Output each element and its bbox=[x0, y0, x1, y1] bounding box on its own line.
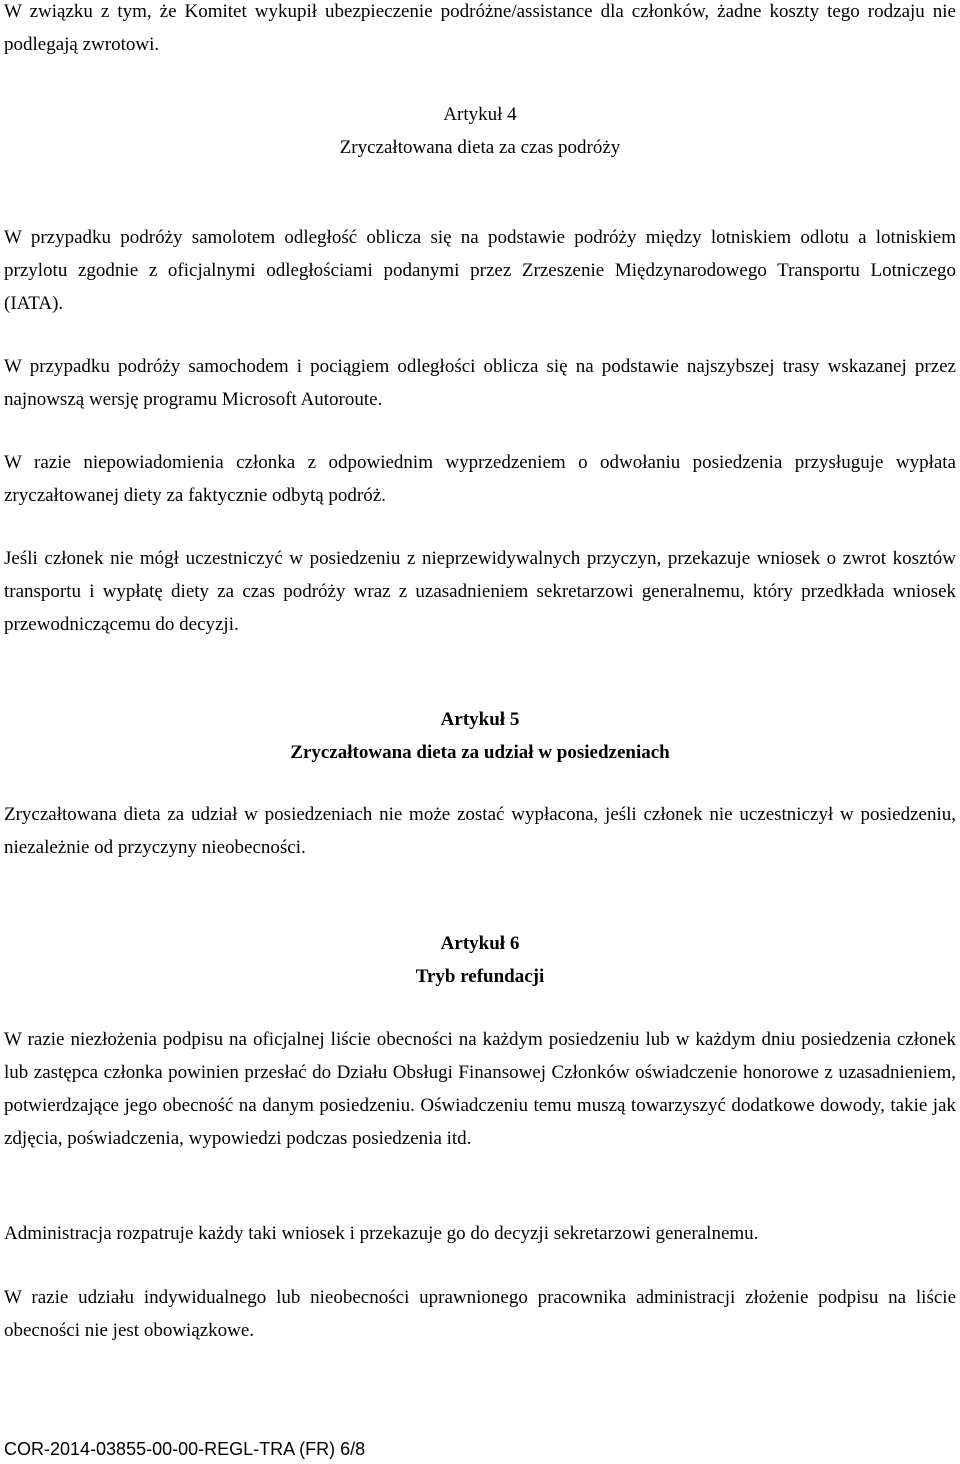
article-5-paragraph-1: Zryczałtowana dieta za udział w posiedzeniach nie może zostać wypłacona, jeśli członek nie uczestniczył w posiedzeniu, niezależnie od przyczyny nieobecności. bbox=[4, 804, 956, 858]
document-reference-footer: COR-2014-03855-00-00-REGL-TRA (FR) 6/8 bbox=[4, 1439, 366, 1459]
article-6-paragraph-1: W razie niezłożenia podpisu na oficjalnej liście obecności na każdym posiedzeniu lub w każdym dniu posiedzenia członek lub zastępca członka powinien przesłać do Działu Obsługi Finansowej Członków oświadczenie honorowe z uzasadnieniem, potwierdzające jego obecność na danym posiedzeniu. Oświadczeniu temu muszą towarzyszyć dodatkowe dowody, takie jak zdjęcia, poświadczenia, wypowiedzi podczas posiedzenia itd. bbox=[4, 1029, 956, 1149]
intro-section bbox=[4, 0, 956, 61]
intro-paragraph: W związku z tym, że Komitet wykupił ubezpieczenie podróżne/assistance dla członków, żadne koszty tego rodzaju nie podlegają zwrotowi. bbox=[4, 1, 956, 55]
article-4-title: Zryczałtowana dieta za czas podróży bbox=[339, 137, 621, 158]
article-6-paragraph-3: W razie udziału indywidualnego lub nieobecności uprawnionego pracownika administracji złożenie podpisu na liście obecności nie jest obowiązkowe. bbox=[4, 1287, 956, 1341]
article-6-paragraph-3-block bbox=[4, 1281, 956, 1347]
article-4-paragraph-4: Jeśli członek nie mógł uczestniczyć w posiedzeniu z nieprzewidywalnych przyczyn, przekazuje wniosek o zwrot kosztów transportu i wypłatę diety za czas podróży wraz z uzasadnieniem sekretarzowi generalnemu, który przedkłada wniosek przewodniczącemu do decyzji. bbox=[4, 548, 956, 635]
article-6-paragraph-2-block bbox=[4, 1217, 956, 1250]
article-4-paragraph-4-block bbox=[4, 542, 956, 641]
article-5-paragraph-1-block bbox=[4, 798, 956, 864]
article-6-heading bbox=[4, 927, 956, 993]
article-4-paragraph-3-block bbox=[4, 446, 956, 512]
article-5-number: Artykuł 5 bbox=[440, 709, 520, 730]
article-4-heading bbox=[4, 98, 956, 164]
article-4-paragraph-2: W przypadku podróży samochodem i pociągiem odległości oblicza się na podstawie najszybszej trasy wskazanej przez najnowszą wersję programu Microsoft Autoroute. bbox=[4, 356, 956, 410]
article-5-title: Zryczałtowana dieta za udział w posiedzeniach bbox=[290, 742, 670, 763]
article-6-paragraph-1-block bbox=[4, 1023, 956, 1155]
article-6-paragraph-2: Administracja rozpatruje każdy taki wniosek i przekazuje go do decyzji sekretarzowi generalnemu. bbox=[4, 1223, 759, 1244]
article-4-paragraph-1: W przypadku podróży samolotem odległość oblicza się na podstawie podróży między lotniskiem odlotu a lotniskiem przylotu zgodnie z oficjalnymi odległościami podanymi przez Zrzeszenie Międzynarodowego Transportu Lotniczego (IATA). bbox=[4, 227, 956, 314]
article-4-paragraph-2-block bbox=[4, 350, 956, 416]
article-6-title: Tryb refundacji bbox=[415, 966, 545, 987]
article-5-heading bbox=[4, 703, 956, 769]
article-4-paragraph-3: W razie niepowiadomienia członka z odpowiednim wyprzedzeniem o odwołaniu posiedzenia przysługuje wypłata zryczałtowanej diety za faktycznie odbytą podróż. bbox=[4, 452, 956, 506]
article-4-number: Artykuł 4 bbox=[443, 104, 517, 125]
article-6-number: Artykuł 6 bbox=[440, 933, 520, 954]
article-4-paragraph-1-block bbox=[4, 221, 956, 320]
